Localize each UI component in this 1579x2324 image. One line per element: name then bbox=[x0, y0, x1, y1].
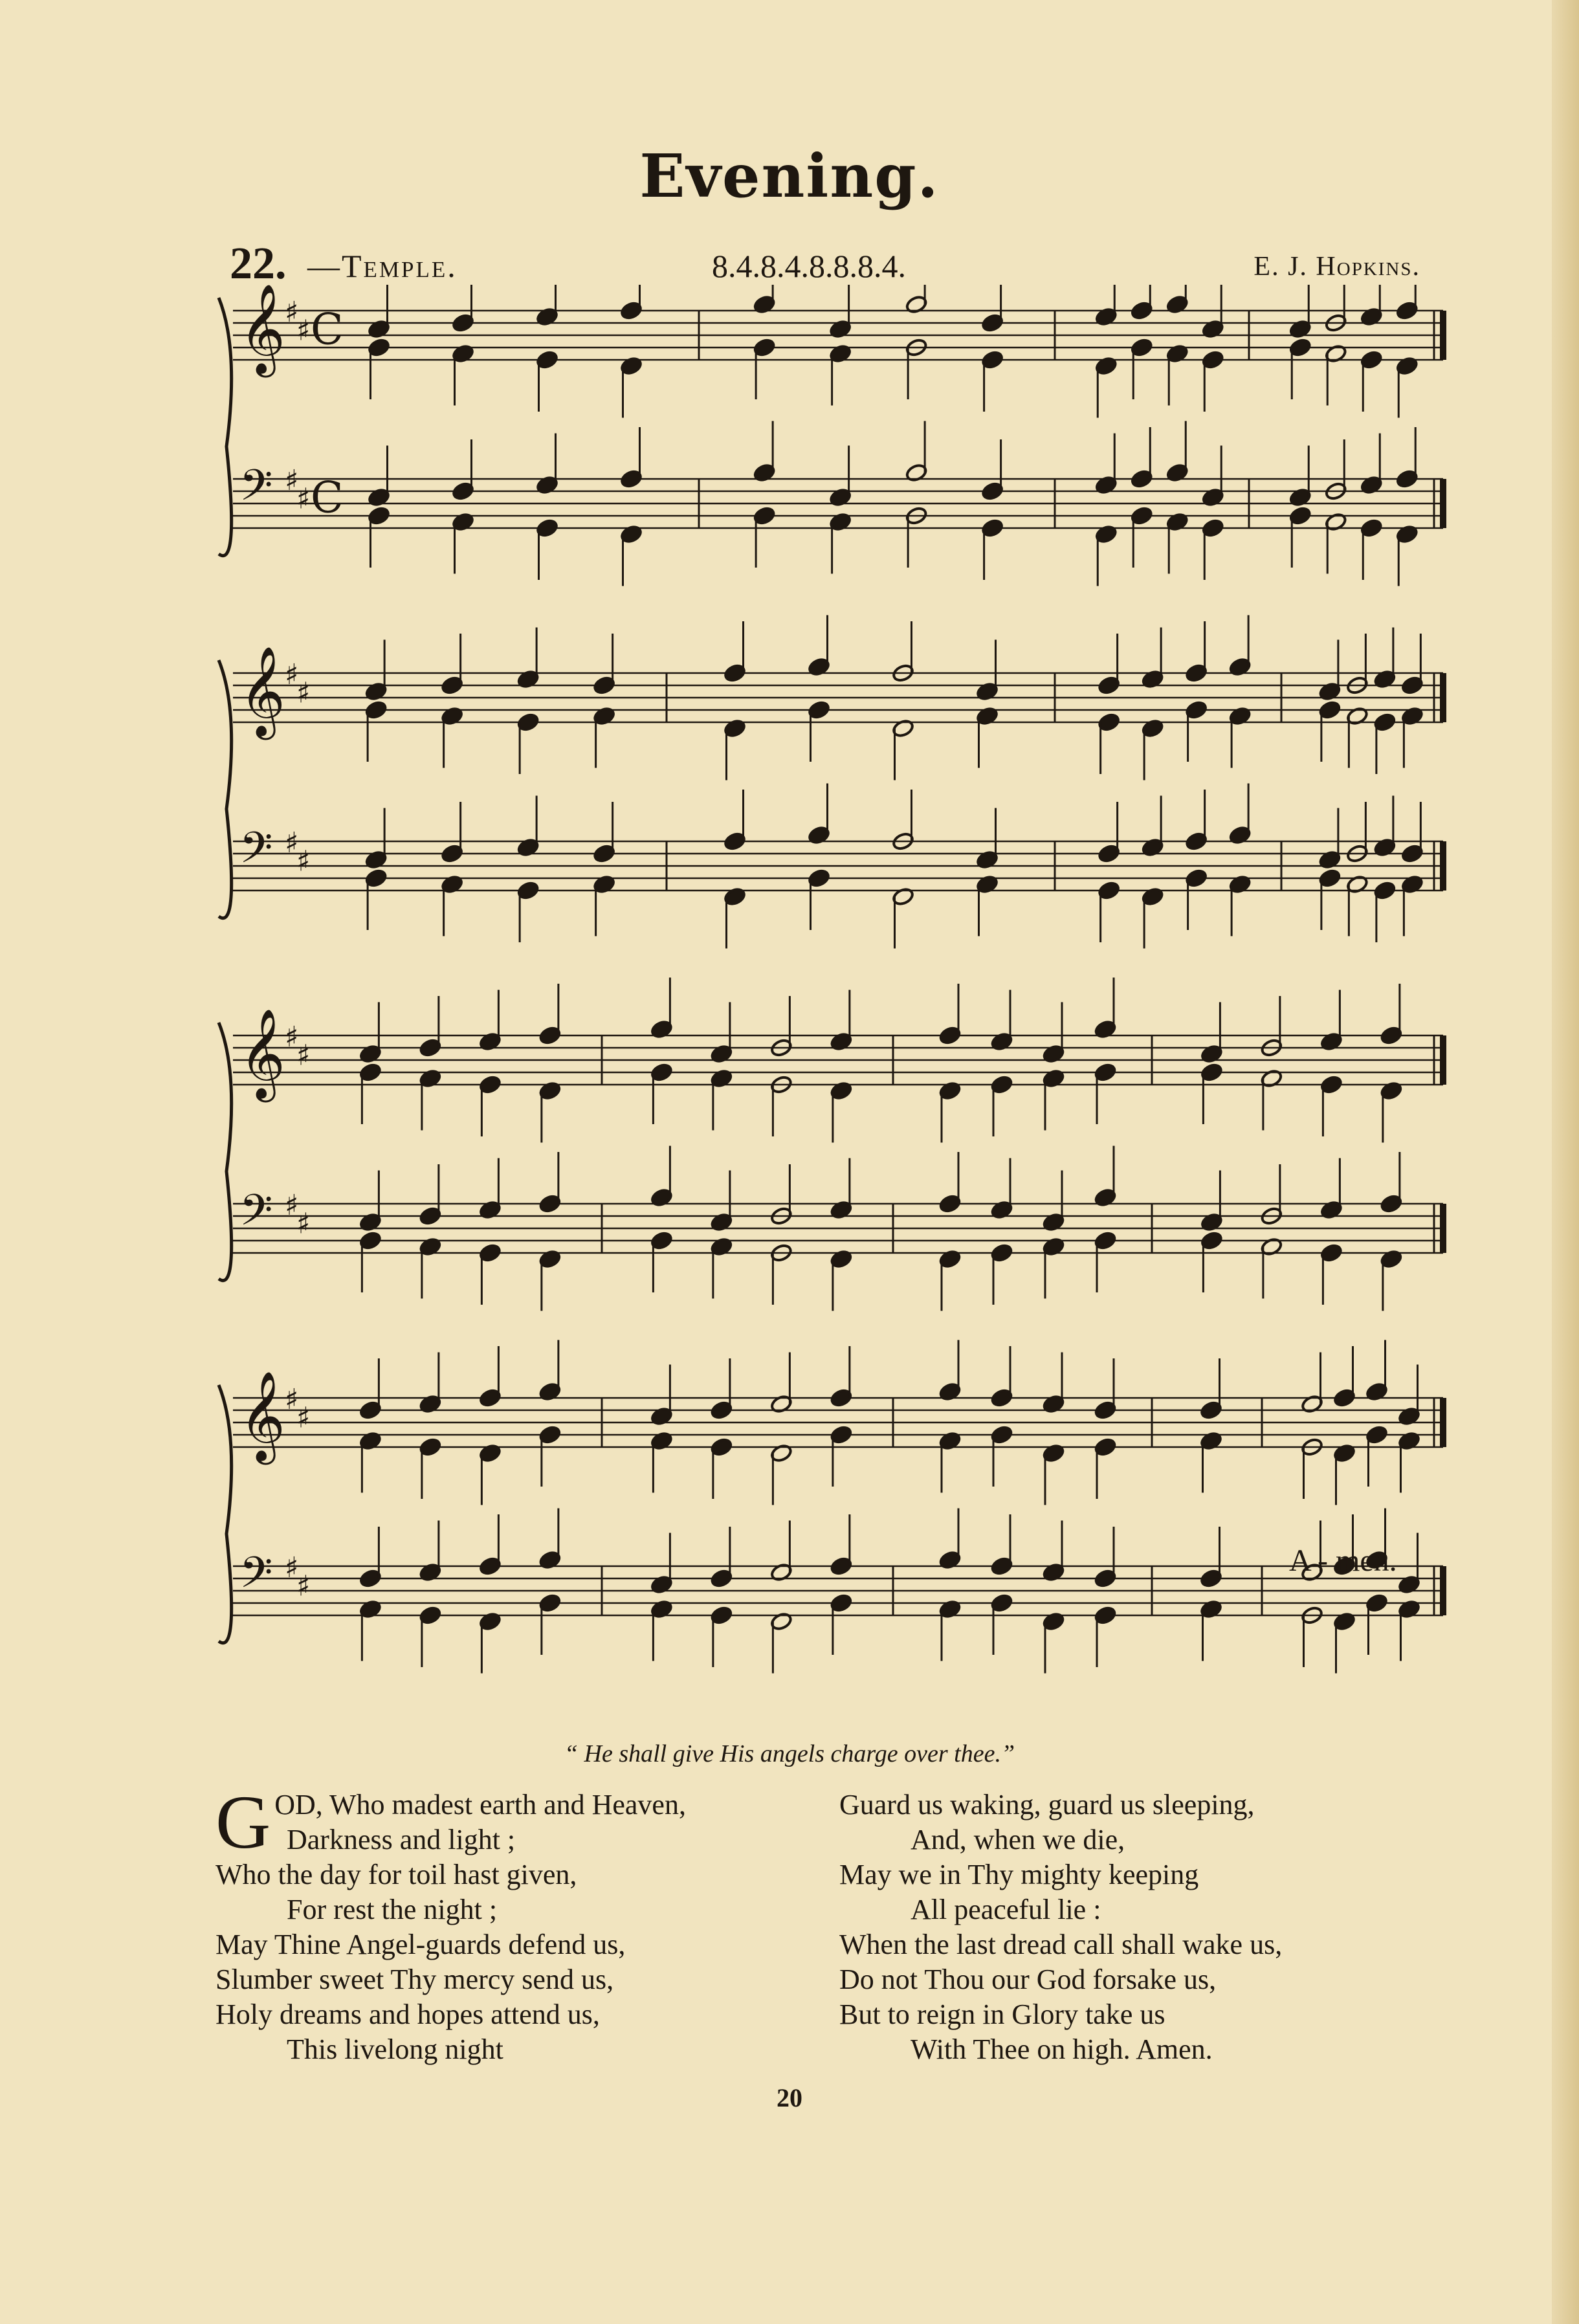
verse-line: May Thine Angel-guards defend us, bbox=[215, 1929, 626, 1960]
sharp-sign: ♯ bbox=[296, 676, 311, 710]
verse-line: But to reign in Glory take us bbox=[839, 1998, 1165, 2030]
verse-line: And, when we die, bbox=[911, 1824, 1125, 1855]
verse-line: With Thee on high. Amen. bbox=[911, 2033, 1213, 2065]
verse-line: All peaceful lie : bbox=[911, 1894, 1101, 1925]
sharp-sign: ♯ bbox=[296, 1401, 311, 1435]
verse-column-right bbox=[839, 1787, 1461, 2067]
treble-clef: 𝄞 bbox=[239, 1371, 285, 1461]
treble-clef: 𝄞 bbox=[239, 646, 285, 736]
sharp-sign: ♯ bbox=[285, 296, 299, 329]
page-edge bbox=[1552, 0, 1579, 2324]
sharp-sign: ♯ bbox=[285, 826, 299, 860]
sharp-sign: ♯ bbox=[296, 482, 311, 516]
page-number: 20 bbox=[777, 2083, 802, 2112]
treble-clef: 𝄞 bbox=[239, 285, 285, 374]
hymn-number: 22. bbox=[230, 239, 287, 289]
bass-clef: 𝄢 bbox=[239, 1185, 273, 1246]
verse-line: OD, Who madest earth and Heaven, bbox=[274, 1789, 686, 1820]
sharp-sign: ♯ bbox=[296, 1569, 311, 1603]
sharp-sign: ♯ bbox=[285, 464, 299, 498]
bass-clef: 𝄢 bbox=[239, 823, 273, 883]
music-score bbox=[214, 285, 1463, 1728]
section-title: Evening. bbox=[639, 141, 940, 211]
sharp-sign: ♯ bbox=[296, 845, 311, 878]
verse-line: Do not Thou our God forsake us, bbox=[839, 1964, 1217, 1995]
verse-line: Guard us waking, guard us sleeping, bbox=[839, 1789, 1255, 1820]
verse-column-left bbox=[215, 1780, 837, 2067]
bass-clef: 𝄢 bbox=[239, 460, 273, 521]
brace bbox=[219, 298, 232, 556]
verse-line: Slumber sweet Thy mercy send us, bbox=[215, 1964, 614, 1995]
verse-line: This livelong night bbox=[287, 2033, 503, 2065]
meter: 8.4.8.4.8.8.8.4. bbox=[712, 248, 906, 284]
verse-line: Darkness and light ; bbox=[287, 1824, 516, 1855]
motto: “ He shall give His angels charge over thee.” bbox=[564, 1740, 1015, 1767]
sharp-sign: ♯ bbox=[285, 1383, 299, 1417]
composer: E. J. Hopkins. bbox=[1253, 252, 1420, 282]
treble-clef: 𝄞 bbox=[239, 1008, 285, 1099]
verse-line: May we in Thy mighty keeping bbox=[839, 1859, 1199, 1890]
dropcap: G bbox=[215, 1780, 271, 1865]
sharp-sign: ♯ bbox=[296, 1207, 311, 1241]
sharp-sign: ♯ bbox=[285, 658, 299, 692]
verse-line: When the last dread call shall wake us, bbox=[839, 1929, 1283, 1960]
time-signature: C bbox=[311, 304, 344, 355]
time-signature: C bbox=[311, 472, 344, 523]
brace bbox=[219, 1023, 232, 1281]
brace bbox=[219, 660, 232, 918]
amen-label: A - men. bbox=[1289, 1544, 1397, 1578]
sharp-sign: ♯ bbox=[296, 314, 311, 348]
tune-name: —Temple. bbox=[307, 248, 458, 284]
sharp-sign: ♯ bbox=[285, 1021, 299, 1054]
bass-clef: 𝄢 bbox=[239, 1547, 273, 1608]
verse-line: Who the day for toil hast given, bbox=[215, 1859, 577, 1890]
sharp-sign: ♯ bbox=[285, 1189, 299, 1223]
sharp-sign: ♯ bbox=[285, 1551, 299, 1585]
brace bbox=[219, 1385, 232, 1643]
verse-line: Holy dreams and hopes attend us, bbox=[215, 1998, 600, 2030]
verse-line: For rest the night ; bbox=[287, 1894, 498, 1925]
sharp-sign: ♯ bbox=[296, 1039, 311, 1072]
